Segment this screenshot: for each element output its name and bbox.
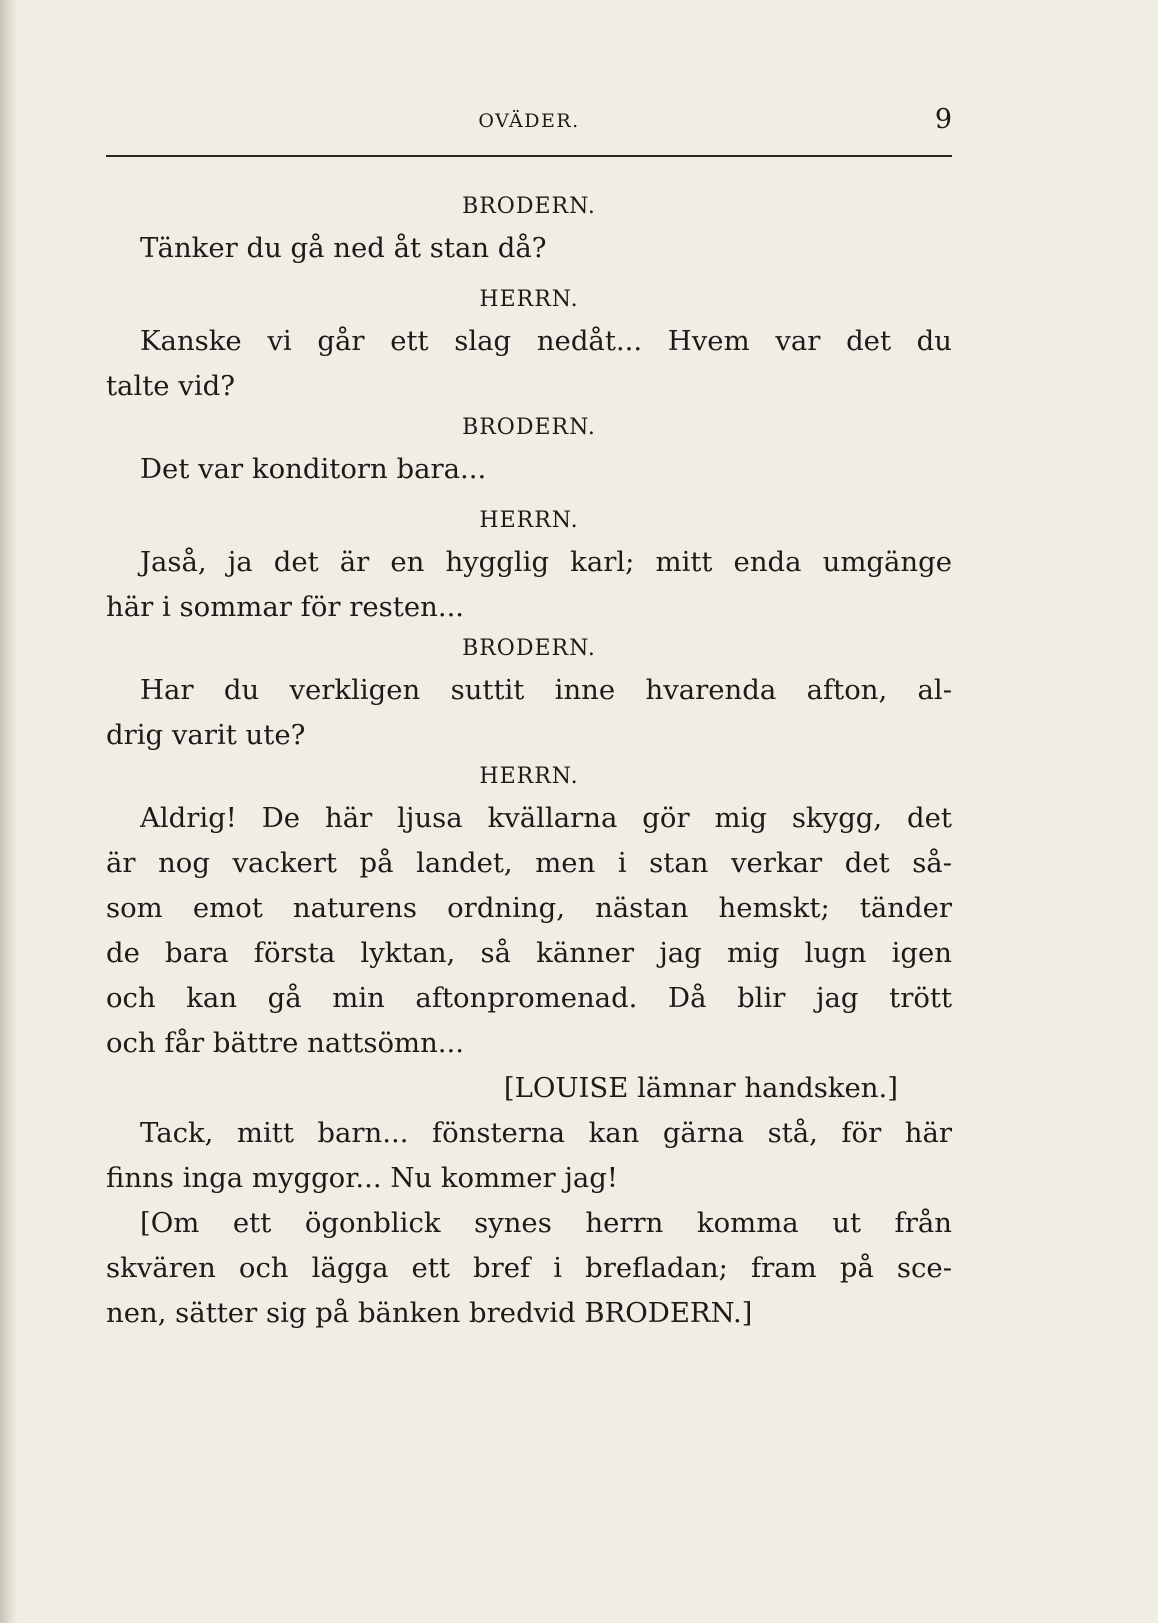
dialogue-line: Tack, mitt barn... fönsterna kan gärna stå, för här	[140, 1117, 952, 1149]
stage-direction: [LOUISE lämnar handsken.]	[503, 1072, 898, 1104]
stage-direction: skvären och lägga ett bref i brefladan; fram på sce-	[106, 1252, 952, 1284]
dialogue-line: här i sommar för resten...	[106, 591, 465, 623]
stage-direction: nen, sätter sig på bänken bredvid BRODERN.]	[106, 1297, 753, 1329]
dialogue-line: Jaså, ja det är en hygglig karl; mitt enda umgänge	[140, 546, 952, 578]
speaker-name: BRODERN.	[462, 194, 596, 219]
dialogue-line: talte vid?	[106, 370, 235, 402]
page-edge	[0, 0, 18, 1623]
speaker-name: BRODERN.	[462, 636, 596, 661]
speaker-name: HERRN.	[479, 287, 579, 312]
running-title: OVÄDER.	[478, 110, 580, 132]
dialogue-line: som emot naturens ordning, nästan hemskt; tänder	[106, 892, 952, 924]
dialogue-line: Har du verkligen suttit inne hvarenda afton, al-	[140, 674, 952, 706]
speaker-name: BRODERN.	[462, 415, 596, 440]
dialogue-line: är nog vackert på landet, men i stan verkar det så-	[106, 847, 952, 879]
dialogue-line: de bara första lyktan, så känner jag mig lugn igen	[106, 937, 952, 969]
dialogue-line: Aldrig! De här ljusa kvällarna gör mig skygg, det	[140, 802, 952, 834]
page-number: 9	[934, 104, 952, 135]
speaker-name: HERRN.	[479, 764, 579, 789]
dialogue-line: Det var konditorn bara...	[140, 453, 487, 485]
speaker-name: HERRN.	[479, 508, 579, 533]
stage-direction: [Om ett ögonblick synes herrn komma ut från	[140, 1207, 952, 1239]
page-header	[106, 100, 952, 140]
dialogue-line: och får bättre nattsömn...	[106, 1027, 465, 1059]
dialogue-line: och kan gå min aftonpromenad. Då blir jag trött	[106, 982, 952, 1014]
header-rule	[106, 155, 952, 157]
play-text	[106, 188, 952, 1336]
dialogue-line: Kanske vi går ett slag nedåt... Hvem var det du	[140, 325, 952, 357]
dialogue-line: finns inga myggor... Nu kommer jag!	[106, 1162, 618, 1194]
dialogue-line: drig varit ute?	[106, 719, 306, 751]
dialogue-line: Tänker du gå ned åt stan då?	[140, 232, 547, 264]
